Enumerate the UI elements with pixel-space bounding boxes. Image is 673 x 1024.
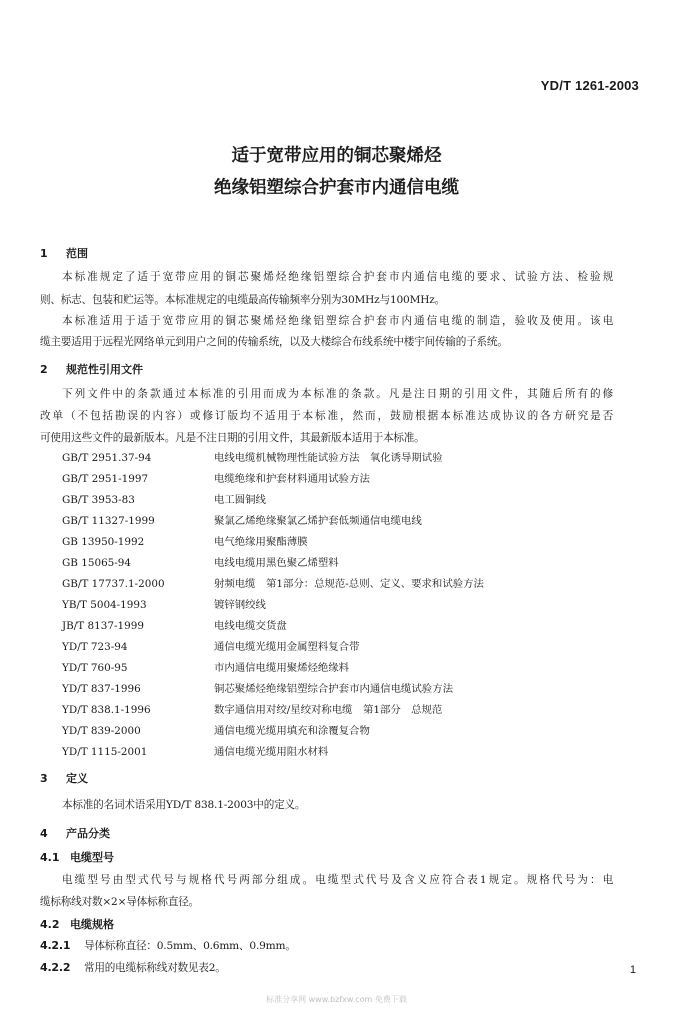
reference-title: 数字通信用对绞/星绞对称电缆 第1部分 总规范 bbox=[214, 704, 443, 716]
subsection-number: 4.1 bbox=[40, 851, 60, 864]
reference-code: YD/T 723-94 bbox=[62, 641, 128, 653]
reference-title: 铜芯聚烯烃绝缘铝塑综合护套市内通信电缆试验方法 bbox=[214, 683, 453, 695]
section-title: 范围 bbox=[66, 247, 88, 260]
clause-number: 4.2.2 bbox=[40, 961, 71, 974]
reference-title: 通信电缆光缆用阻水材料 bbox=[214, 746, 329, 758]
reference-row bbox=[62, 533, 308, 548]
reference-row bbox=[62, 575, 484, 590]
reference-code: YB/T 5004-1993 bbox=[62, 599, 147, 611]
paragraph-line: 改单（不包括勘误的内容）或修订版均不适用于本标准，然而，鼓励根据本标准达成协议的各方研究是否 bbox=[40, 410, 613, 422]
paragraph-line: 则、标志、包装和贮运等。本标准规定的电缆最高传输频率分别为30MHz与100MHz。 bbox=[40, 294, 446, 306]
standard-code: YD/T 1261-2003 bbox=[540, 78, 639, 93]
reference-title: 通信电缆光缆用填充和涂覆复合物 bbox=[214, 725, 370, 737]
reference-row bbox=[62, 722, 370, 737]
reference-title: 射频电缆 第1部分：总规范-总则、定义、要求和试验方法 bbox=[214, 578, 484, 590]
reference-title: 电工圆铜线 bbox=[214, 494, 266, 506]
reference-row bbox=[62, 470, 370, 485]
section-number: 4 bbox=[40, 827, 48, 840]
clause-4-2-1 bbox=[40, 938, 296, 953]
reference-code: GB/T 17737.1-2000 bbox=[62, 578, 165, 590]
paragraph-line: 本标准适用于适于宽带应用的铜芯聚烯烃绝缘铝塑综合护套市内通信电缆的制造，验收及使用。该电 bbox=[62, 315, 613, 327]
section-4-heading bbox=[40, 825, 110, 841]
reference-title: 市内通信电缆用聚烯烃绝缘料 bbox=[214, 662, 350, 674]
reference-row bbox=[62, 512, 422, 527]
watermark: 标准分享网 www.bzfxw.com 免费下载 bbox=[266, 995, 407, 1004]
document-title-line1: 适于宽带应用的铜芯聚烯烃 bbox=[231, 146, 442, 166]
clause-text: 常用的电缆标称线对数见表2。 bbox=[84, 962, 226, 974]
reference-code: GB/T 2951-1997 bbox=[62, 473, 149, 485]
reference-title: 镀锌钢绞线 bbox=[214, 599, 266, 611]
section-1-heading bbox=[40, 245, 88, 261]
paragraph-line: 电缆型号由型式代号与规格代号两部分组成。电缆型式代号及含义应符合表1规定。规格代号为：电 bbox=[62, 874, 613, 886]
paragraph-line: 本标准规定了适于宽带应用的铜芯聚烯烃绝缘铝塑综合护套市内通信电缆的要求、试验方法、检验规 bbox=[62, 271, 613, 283]
section-2-heading bbox=[40, 361, 143, 377]
paragraph-line: 本标准的名词术语采用YD/T 838.1-2003中的定义。 bbox=[62, 799, 306, 811]
reference-code: YD/T 838.1-1996 bbox=[62, 704, 151, 716]
reference-title: 电线电缆机械物理性能试验方法 氧化诱导期试验 bbox=[214, 452, 443, 464]
section-title: 产品分类 bbox=[66, 827, 110, 840]
section-title: 规范性引用文件 bbox=[66, 363, 143, 376]
reference-code: YD/T 837-1996 bbox=[62, 683, 141, 695]
reference-code: GB/T 2951.37-94 bbox=[62, 452, 152, 464]
reference-title: 电缆绝缘和护套材料通用试验方法 bbox=[214, 473, 370, 485]
section-number: 2 bbox=[40, 363, 48, 376]
reference-title: 聚氯乙烯绝缘聚氯乙烯护套低频通信电缆电线 bbox=[214, 515, 422, 527]
subsection-4-2-heading bbox=[40, 916, 114, 932]
paragraph-line: 下列文件中的条款通过本标准的引用而成为本标准的条款。凡是注日期的引用文件，其随后所有的修 bbox=[62, 388, 613, 400]
reference-code: JB/T 8137-1999 bbox=[62, 620, 144, 632]
paragraph-line: 缆标称线对数×2×导体标称直径。 bbox=[40, 896, 200, 908]
reference-row bbox=[62, 743, 328, 758]
reference-code: YD/T 760-95 bbox=[62, 662, 128, 674]
subsection-4-1-heading bbox=[40, 849, 114, 865]
reference-row bbox=[62, 617, 287, 632]
reference-title: 电线电缆用黑色聚乙烯塑料 bbox=[214, 557, 339, 569]
reference-row bbox=[62, 680, 453, 695]
reference-code: YD/T 839-2000 bbox=[62, 725, 141, 737]
reference-title: 电气绝缘用聚酯薄膜 bbox=[214, 536, 308, 548]
document-title-line2: 绝缘铝塑综合护套市内通信电缆 bbox=[214, 178, 459, 198]
reference-row bbox=[62, 638, 359, 653]
reference-title: 电线电缆交货盘 bbox=[214, 620, 287, 632]
reference-row bbox=[62, 554, 339, 569]
clause-number: 4.2.1 bbox=[40, 939, 71, 952]
section-number: 3 bbox=[40, 772, 48, 785]
section-title: 定义 bbox=[66, 772, 88, 785]
reference-code: GB 15065-94 bbox=[62, 557, 132, 569]
section-3-heading bbox=[40, 770, 88, 786]
subsection-number: 4.2 bbox=[40, 918, 60, 931]
subsection-title: 电缆型号 bbox=[70, 851, 114, 864]
reference-row bbox=[62, 701, 442, 716]
reference-code: YD/T 1115-2001 bbox=[62, 746, 148, 758]
clause-text: 导体标称直径：0.5mm、0.6mm、0.9mm。 bbox=[84, 940, 296, 952]
page-number: 1 bbox=[629, 964, 636, 976]
paragraph-line: 可使用这些文件的最新版本。凡是不注日期的引用文件，其最新版本适用于本标准。 bbox=[40, 432, 425, 444]
reference-code: GB 13950-1992 bbox=[62, 536, 145, 548]
paragraph-line: 缆主要适用于远程光网络单元到用户之间的传输系统，以及大楼综合布线系统中楼宇间传输的子系统。 bbox=[40, 336, 508, 348]
reference-row bbox=[62, 596, 266, 611]
reference-row bbox=[62, 449, 443, 464]
reference-title: 通信电缆光缆用金属塑料复合带 bbox=[214, 641, 360, 653]
subsection-title: 电缆规格 bbox=[70, 918, 114, 931]
reference-code: GB/T 3953-83 bbox=[62, 494, 135, 506]
reference-code: GB/T 11327-1999 bbox=[62, 515, 155, 527]
reference-row bbox=[62, 659, 349, 674]
clause-4-2-2 bbox=[40, 960, 226, 975]
section-number: 1 bbox=[40, 247, 48, 260]
reference-row bbox=[62, 491, 266, 506]
